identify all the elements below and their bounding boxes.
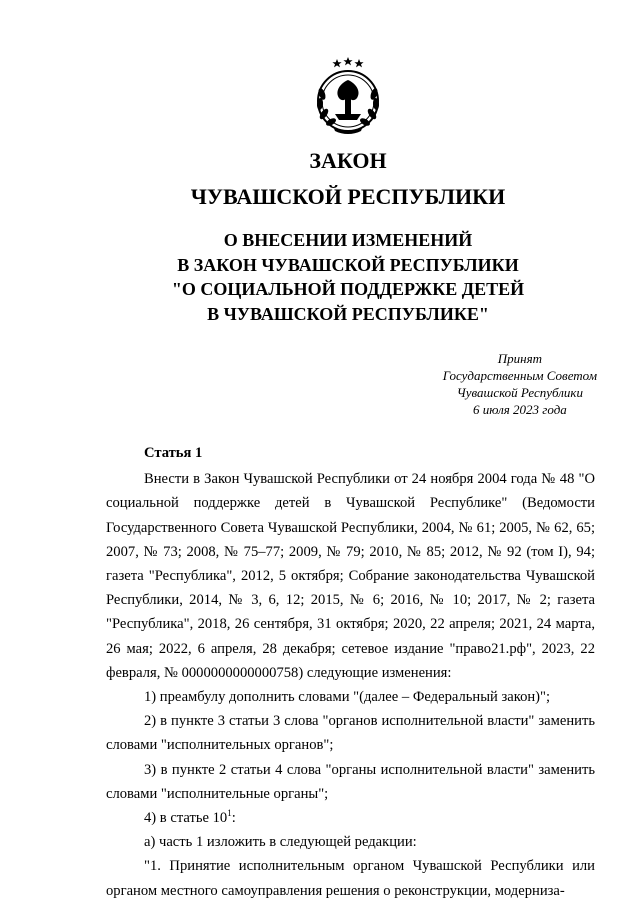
paragraph: Внести в Закон Чувашской Республики от 24 ноября 2004 года № 48 "О социальной поддержке детей в Чувашской Республике" (Ведомости Государственного Совета Чувашской Республики, 2004, № 61; 2005, № 62, 65; 2007, № 73; 2008, № 75–77; 2009, № 79; 2010, № 85; 2012, № 92 (том I), 94; газета "Республика", 2012, 5 октября; Собрание законодательства Чувашской Республики, 2014, № 3, 6, 12; 2015, № 6; 2016, № 10; 2017, № 2; газета "Республика", 2018, 26 сентября, 31 октября; 2020, 22 апреля; 2021, 24 марта, 26 мая; 2022, 6 апреля, 28 декабря; сетевое издание "право21.рф", 2023, 22 февраля, № 0000000000000758) следующие изменения: bbox=[106, 471, 595, 681]
item4-prefix: 4) в статье 10 bbox=[144, 810, 228, 827]
paragraph: 3) в пункте 2 статьи 4 слова "органы исполнительной власти" заменить словами "исполнительные органы"; bbox=[106, 761, 595, 802]
adoption-note bbox=[443, 350, 597, 418]
paragraph: 2) в пункте 3 статьи 3 слова "органов исполнительной власти" заменить словами "исполнительных органов"; bbox=[106, 713, 595, 754]
adoption-line: Государственным Советом bbox=[442, 368, 597, 383]
chuvash-republic-emblem-icon bbox=[311, 56, 385, 136]
item4-suffix: : bbox=[231, 810, 236, 827]
adoption-line: Чувашской Республики bbox=[456, 385, 584, 400]
paragraph: а) часть 1 изложить в следующей редакции: bbox=[144, 834, 417, 851]
law-title: ЗАКОН bbox=[309, 148, 387, 173]
subject-line: "О СОЦИАЛЬНОЙ ПОДДЕРЖКЕ ДЕТЕЙ bbox=[171, 279, 525, 299]
item4-superscript: 1 bbox=[227, 808, 232, 819]
paragraph: 1) преамбулу дополнить словами "(далее – Федеральный закон)"; bbox=[144, 689, 551, 706]
article-heading: Статья 1 bbox=[144, 445, 203, 461]
paragraph: "1. Принятие исполнительным органом Чувашской Республики или органом местного самоуправления решения о реконструкции, модерниза- bbox=[106, 858, 595, 899]
subject-line: В ЧУВАШСКОЙ РЕСПУБЛИКЕ" bbox=[207, 303, 489, 324]
law-subject bbox=[0, 228, 640, 326]
subject-line: В ЗАКОН ЧУВАШСКОЙ РЕСПУБЛИКИ bbox=[177, 254, 519, 275]
adoption-date: 6 июля 2023 года bbox=[472, 402, 567, 417]
law-title-republic: ЧУВАШСКОЙ РЕСПУБЛИКИ bbox=[190, 184, 506, 209]
law-title-block bbox=[0, 146, 640, 212]
adoption-line: Принят bbox=[497, 351, 543, 366]
law-body bbox=[106, 441, 595, 903]
paragraph-item-4 bbox=[106, 806, 595, 830]
subject-line: О ВНЕСЕНИИ ИЗМЕНЕНИЙ bbox=[223, 230, 473, 250]
